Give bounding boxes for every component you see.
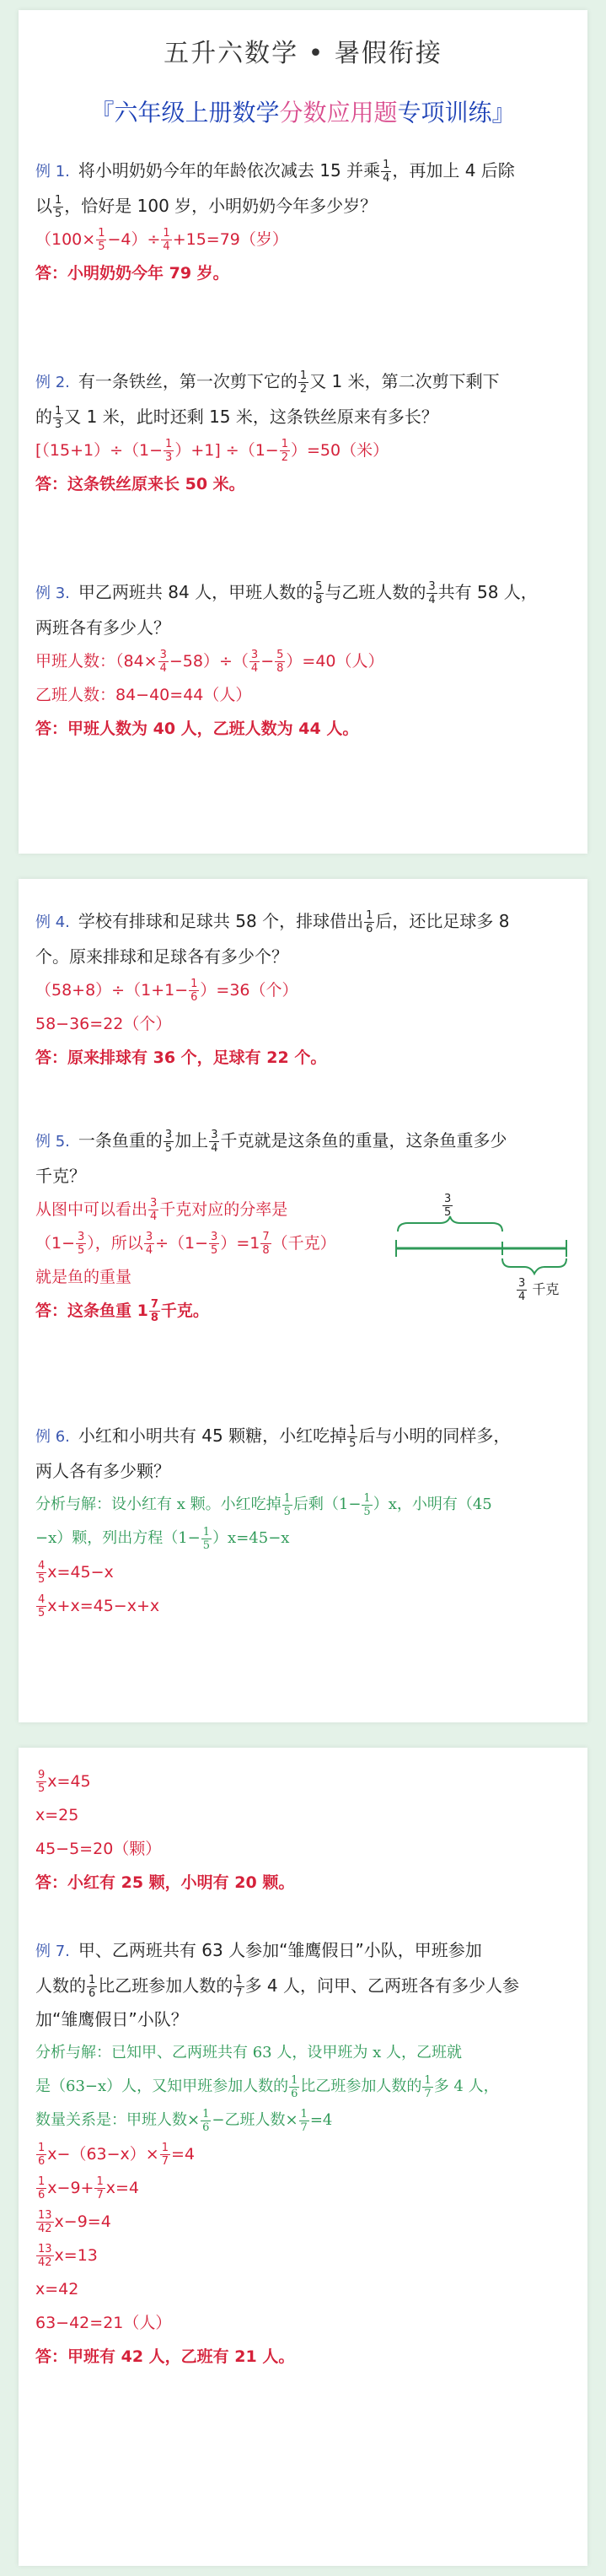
example-label: 例 4. bbox=[35, 913, 70, 931]
calculation-1: （100× $\frac{1}{5}$ −4）÷ $\frac{1}{4}$ +15=79（岁） bbox=[35, 227, 288, 253]
answer-6: 答：小红有 25 颗，小明有 20 颗。 bbox=[35, 1873, 295, 1892]
explanation-5b: （1− $\frac{3}{5}$ ），所以 $\frac{3}{4}$ ÷（1− $\frac{3}{5}$ ）=1 $\frac{7}{8}$ （千克） bbox=[35, 1231, 336, 1257]
example-label: 例 7. bbox=[35, 1943, 70, 1960]
analysis-6: 分析与解：设小红有 x 颗。小红吃掉 $\frac{1}{5}$ 后剩（1− $\frac{1}{5}$ ）x，小明有（45 −x）颗，列出方程（1− $\frac{1}{5}$ ）x=45−x bbox=[35, 1491, 492, 1552]
answer-1: 答：小明奶奶今年 79 岁。 bbox=[35, 264, 229, 283]
step-7-6: 63−42=21（人） bbox=[35, 2314, 172, 2332]
calculation-2: [（15+1）÷（1− $\frac{1}{3}$ ）+1] ÷（1− $\frac{1}{2}$ ）=50（米） bbox=[35, 438, 389, 464]
example-2 bbox=[35, 364, 575, 501]
page-1 bbox=[19, 10, 587, 854]
step-7-3: $\frac{13}{42}$ x−9=4 bbox=[38, 2209, 111, 2235]
step-7-2: $\frac{1}{6}$ x−9+ $\frac{1}{7}$ x=4 bbox=[38, 2175, 140, 2201]
question-1: 例 1. 将小明奶奶今年的年龄依次减去 15 并乘 $\frac{1}{4}$ ，再加上 4 后除 以 $\frac{1}{5}$ ，恰好是 100 岁，小明奶奶今年多少岁？ bbox=[35, 159, 515, 220]
example-label: 例 3. bbox=[35, 585, 70, 602]
example-label: 例 6. bbox=[35, 1428, 70, 1446]
calculation-4b: 58−36=22（个） bbox=[35, 1015, 172, 1033]
step-6-2: $\frac{4}{5}$ x+x=45−x+x bbox=[38, 1593, 160, 1619]
answer-3: 答：甲班人数为 40 人，乙班人数为 44 人。 bbox=[35, 719, 359, 738]
question-6: 例 6. 小红和小明共有 45 颗糖，小红吃掉 $\frac{1}{5}$ 后与小明的同样多， 两人各有多少颗？ bbox=[35, 1424, 511, 1481]
example-6-continued bbox=[35, 1765, 575, 1900]
example-label: 例 1. bbox=[35, 163, 70, 181]
answer-7: 答：甲班有 42 人，乙班有 21 人。 bbox=[35, 2347, 295, 2366]
example-5 bbox=[35, 1124, 575, 1328]
diagram-bottom-label: $\frac{3}{4}$ 千克 bbox=[518, 1277, 560, 1303]
example-7 bbox=[35, 1933, 575, 2374]
answer-5: 答：这条鱼重 1 $\frac{7}{8}$ 千克。 bbox=[35, 1298, 209, 1324]
page-title: 五升六数学 • 暑假衔接 bbox=[164, 39, 442, 68]
answer-2: 答：这条铁丝原来长 50 米。 bbox=[35, 475, 245, 493]
example-1 bbox=[35, 154, 575, 290]
step-7-1: $\frac{1}{6}$ x−（63−x）× $\frac{1}{7}$ =4 bbox=[38, 2142, 196, 2168]
step-7-5: x=42 bbox=[35, 2280, 79, 2298]
answer-4: 答：原来排球有 36 个，足球有 22 个。 bbox=[35, 1048, 327, 1067]
question-3: 例 3. 甲乙两班共 84 人，甲班人数的 $\frac{5}{8}$ 与乙班人数的 $\frac{3}{4}$ 共有 58 人， 两班各有多少人？ bbox=[35, 580, 538, 638]
bottom-brace bbox=[502, 1258, 566, 1274]
question-4: 例 4. 学校有排球和足球共 58 个，排球借出 $\frac{1}{6}$ 后，还比足球多 8 个。原来排球和足球各有多少个？ bbox=[35, 909, 510, 967]
subtitle-highlight: 分数应用题 bbox=[279, 99, 398, 127]
page-2 bbox=[19, 879, 587, 1722]
question-7: 例 7. 甲、乙两班共有 63 人参加“雏鹰假日”小队，甲班参加 人数的 $\frac{1}{6}$ 比乙班参加人数的 $\frac{1}{7}$ 多 4 人，问甲、乙两班各有多少人参 加“雏鹰假日”小队？ bbox=[35, 1940, 520, 2029]
step-6-1: $\frac{4}{5}$ x=45−x bbox=[38, 1560, 114, 1586]
page-subtitle: 『六年级上册数学分数应用题专项训练』 bbox=[90, 99, 516, 127]
step-6-3: $\frac{9}{5}$ x=45 bbox=[38, 1769, 91, 1795]
step-6-5: 45−5=20（颗） bbox=[35, 1840, 162, 1858]
step-7-4: $\frac{13}{42}$ x=13 bbox=[38, 2243, 98, 2269]
segment-diagram bbox=[389, 1193, 575, 1307]
example-label: 例 2. bbox=[35, 374, 70, 391]
question-5: 例 5. 一条鱼重的 $\frac{3}{5}$ 加上 $\frac{3}{4}$ 千克就是这条鱼的重量，这条鱼重多少 千克？ bbox=[35, 1129, 507, 1186]
calculation-3b: 乙班人数：84−40=44（人） bbox=[35, 686, 252, 704]
calculation-4a: （58+8）÷（1+1− $\frac{1}{6}$ ）=36（个） bbox=[35, 978, 298, 1004]
example-label: 例 5. bbox=[35, 1133, 70, 1151]
step-6-4: x=25 bbox=[35, 1806, 79, 1824]
diagram-top-fraction: 3 5 bbox=[444, 1193, 452, 1219]
analysis-7: 分析与解：已知甲、乙两班共有 63 人，设甲班为 x 人，乙班就 是（63−x）人，又知甲班参加人数的 $\frac{1}{6}$ 比乙班参加人数的 $\frac{1}{7}$ 多 4 人， 数量关系是：甲班人数× $\frac{1}{6}$ −乙班人数× $\frac{1}{7}$ =4 bbox=[35, 2044, 499, 2134]
page-3 bbox=[19, 1748, 587, 2566]
example-4 bbox=[35, 904, 575, 1075]
calculation-3a: 甲班人数：（84× $\frac{3}{4}$ −58）÷（ $\frac{3}{4}$ − $\frac{5}{8}$ ）=40（人） bbox=[35, 649, 384, 675]
question-2: 例 2. 有一条铁丝，第一次剪下它的 $\frac{1}{2}$ 又 1 米，第二次剪下剩下 的 $\frac{1}{3}$ 又 1 米，此时还剩 15 米，这条铁丝原来有多长？ bbox=[35, 369, 500, 431]
explanation-5a: 从图中可以看出 $\frac{3}{4}$ 千克对应的分率是 bbox=[35, 1197, 288, 1223]
example-6 bbox=[35, 1419, 575, 1623]
example-3 bbox=[35, 575, 575, 746]
explanation-5c: 就是鱼的重量 bbox=[35, 1268, 132, 1286]
